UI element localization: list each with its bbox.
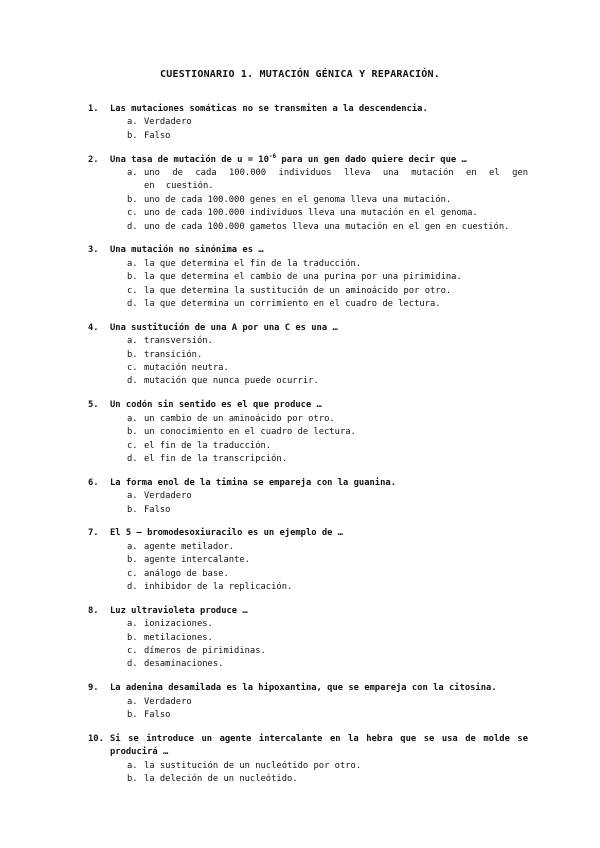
option-letter: b. [127,709,138,720]
question-text: La adenina desamilada es la hipoxantina, que se empareja con la citosina. [110,683,497,694]
question-text: Luz ultravioleta produce … [110,605,248,616]
option [127,221,528,234]
option-letter: d. [127,299,138,310]
option [127,568,528,581]
question-text: Un codón sin sentido es el que produce … [110,400,322,411]
question-8 [88,605,528,672]
option [127,335,528,348]
option [127,375,528,388]
option-text: agente intercalante. [144,555,250,566]
option [127,453,528,466]
option [127,116,528,129]
option-text: la sustitución de un nucleótido por otro. [144,760,362,771]
option-letter: a. [127,413,138,424]
option [127,696,528,709]
option-text: transversión. [144,336,213,347]
option-text: uno de cada 100.000 gametos lleva una mutación en el gen en cuestión. [144,221,510,232]
option-letter: b. [127,504,138,515]
option-letter: c. [127,208,138,219]
question-7 [88,527,528,594]
option [127,207,528,220]
option-text: Verdadero [144,491,192,502]
option [127,554,528,567]
option-list [88,541,528,595]
question-text-start: Una tasa de mutación de u = 10 [110,154,269,165]
option [127,632,528,645]
option-letter: b. [127,427,138,438]
option [127,298,528,311]
option-letter: d. [127,376,138,387]
question-number: 8. [88,605,99,616]
question-number: 2. [88,154,99,165]
option [127,504,528,517]
option-list [88,258,528,312]
question-number: 7. [88,528,99,539]
option-letter: b. [127,773,138,784]
option [127,167,528,194]
option-text: agente metilador. [144,541,235,552]
question-number: 9. [88,683,99,694]
option-letter: d. [127,581,138,592]
question-text: Las mutaciones somáticas no se transmiten a la descendencia. [110,104,428,114]
option-letter: b. [127,272,138,283]
option [127,618,528,631]
option [127,194,528,207]
option-letter: d. [127,453,138,464]
page-title: CUESTIONARIO 1. MUTACIÓN GÉNICA Y REPARACIÓN. [160,69,440,80]
option-list [88,696,528,723]
option-text: Verdadero [144,117,192,128]
question-number: 3. [88,245,99,256]
option-letter: c. [127,285,138,296]
question-text: Una mutación no sinónima es … [110,245,264,256]
option [127,490,528,503]
option [127,258,528,271]
option-letter: a. [127,696,138,707]
option-text: metilaciones. [144,632,213,643]
option [127,760,528,773]
option [127,773,528,786]
option-letter: b. [127,632,138,643]
option [127,362,528,375]
option-text: ionizaciones. [144,619,213,630]
option-list [88,760,528,787]
option-list [88,167,528,234]
option-letter: a. [127,541,138,552]
option-letter: c. [127,568,138,579]
question-number: 6. [88,477,99,488]
question-list [88,103,528,797]
option [127,581,528,594]
option-letter: a. [127,491,138,502]
option-text: un conocimiento en el cuadro de lectura. [144,427,356,438]
option-text: la que determina el cambio de una purina por una pirimidina. [144,272,462,283]
question-4 [88,322,528,389]
option-letter: b. [127,130,138,141]
question-number: 4. [88,322,99,333]
option-text: la que determina un corrimiento en el cuadro de lectura. [144,299,441,310]
question-text-end: para un gen dado quiere decir que … [276,154,467,165]
question-1 [88,103,528,143]
option-letter: a. [127,760,138,771]
question-number: 1. [88,104,99,114]
option-text: Falso [144,504,171,515]
question-2 [88,154,528,234]
option-text: uno de cada 100.000 individuos lleva una mutación en el genoma. [144,208,478,219]
option [127,349,528,362]
option-text: Falso [144,130,171,141]
option-letter: d. [127,659,138,670]
option [127,413,528,426]
question-number: 5. [88,400,99,411]
option-text: inhibidor de la replicación. [144,581,293,592]
option-text: el fin de la traducción. [144,440,272,451]
option-text: Verdadero [144,696,192,707]
question-3 [88,244,528,311]
option-text: mutación que nunca puede ocurrir. [144,376,319,387]
option [127,285,528,298]
option-text: desaminaciones. [144,659,224,670]
question-text [110,154,528,167]
option-letter: d. [127,221,138,232]
option-text: un cambio de un aminoácido por otro. [144,413,335,424]
option-text: transición. [144,349,203,360]
question-text: La forma enol de la timina se empareja con la guanina. [110,477,396,488]
option-text: el fin de la transcripción. [144,453,287,464]
option [127,271,528,284]
option-letter: a. [127,117,138,128]
option-list [88,490,528,517]
option [127,658,528,671]
option-letter: b. [127,349,138,360]
option-text: uno de cada 100.000 individuos lleva una mutación en el gen en cuestión. [144,168,528,192]
option-letter: a. [127,258,138,269]
question-6 [88,477,528,517]
question-text: Si se introduce un agente intercalante en la hebra que se usa de molde se producirá … [110,733,528,758]
option-text: análogo de base. [144,568,229,579]
option [127,130,528,143]
option [127,440,528,453]
option-list [88,116,528,143]
option-text: uno de cada 100.000 genes en el genoma lleva una mutación. [144,194,452,205]
question-text: El 5 – bromodesoxiuracilo es un ejemplo de … [110,528,344,539]
option-text: la deleción de un nucleótido. [144,773,298,784]
option-list [88,413,528,467]
option-text: la que determina el fin de la traducción. [144,258,362,269]
question-text: Una sustitución de una A por una C es una … [110,322,338,333]
option-letter: c. [127,645,138,656]
option [127,709,528,722]
option-letter: a. [127,168,138,179]
option-letter: c. [127,363,138,374]
option-text: dímeros de pirimidinas. [144,645,266,656]
option-letter: a. [127,619,138,630]
option-list [88,618,528,672]
option-text: mutación neutra. [144,363,229,374]
exponent: -6 [268,152,277,160]
question-9 [88,682,528,722]
option-letter: a. [127,336,138,347]
option-list [88,335,528,389]
option-letter: b. [127,555,138,566]
question-5 [88,399,528,466]
option-letter: b. [127,194,138,205]
question-number: 10. [88,733,104,744]
option-text: Falso [144,709,171,720]
option [127,426,528,439]
question-10 [88,733,528,787]
option-text: la que determina la sustitución de un aminoácido por otro. [144,285,452,296]
option [127,541,528,554]
option [127,645,528,658]
option-letter: c. [127,440,138,451]
